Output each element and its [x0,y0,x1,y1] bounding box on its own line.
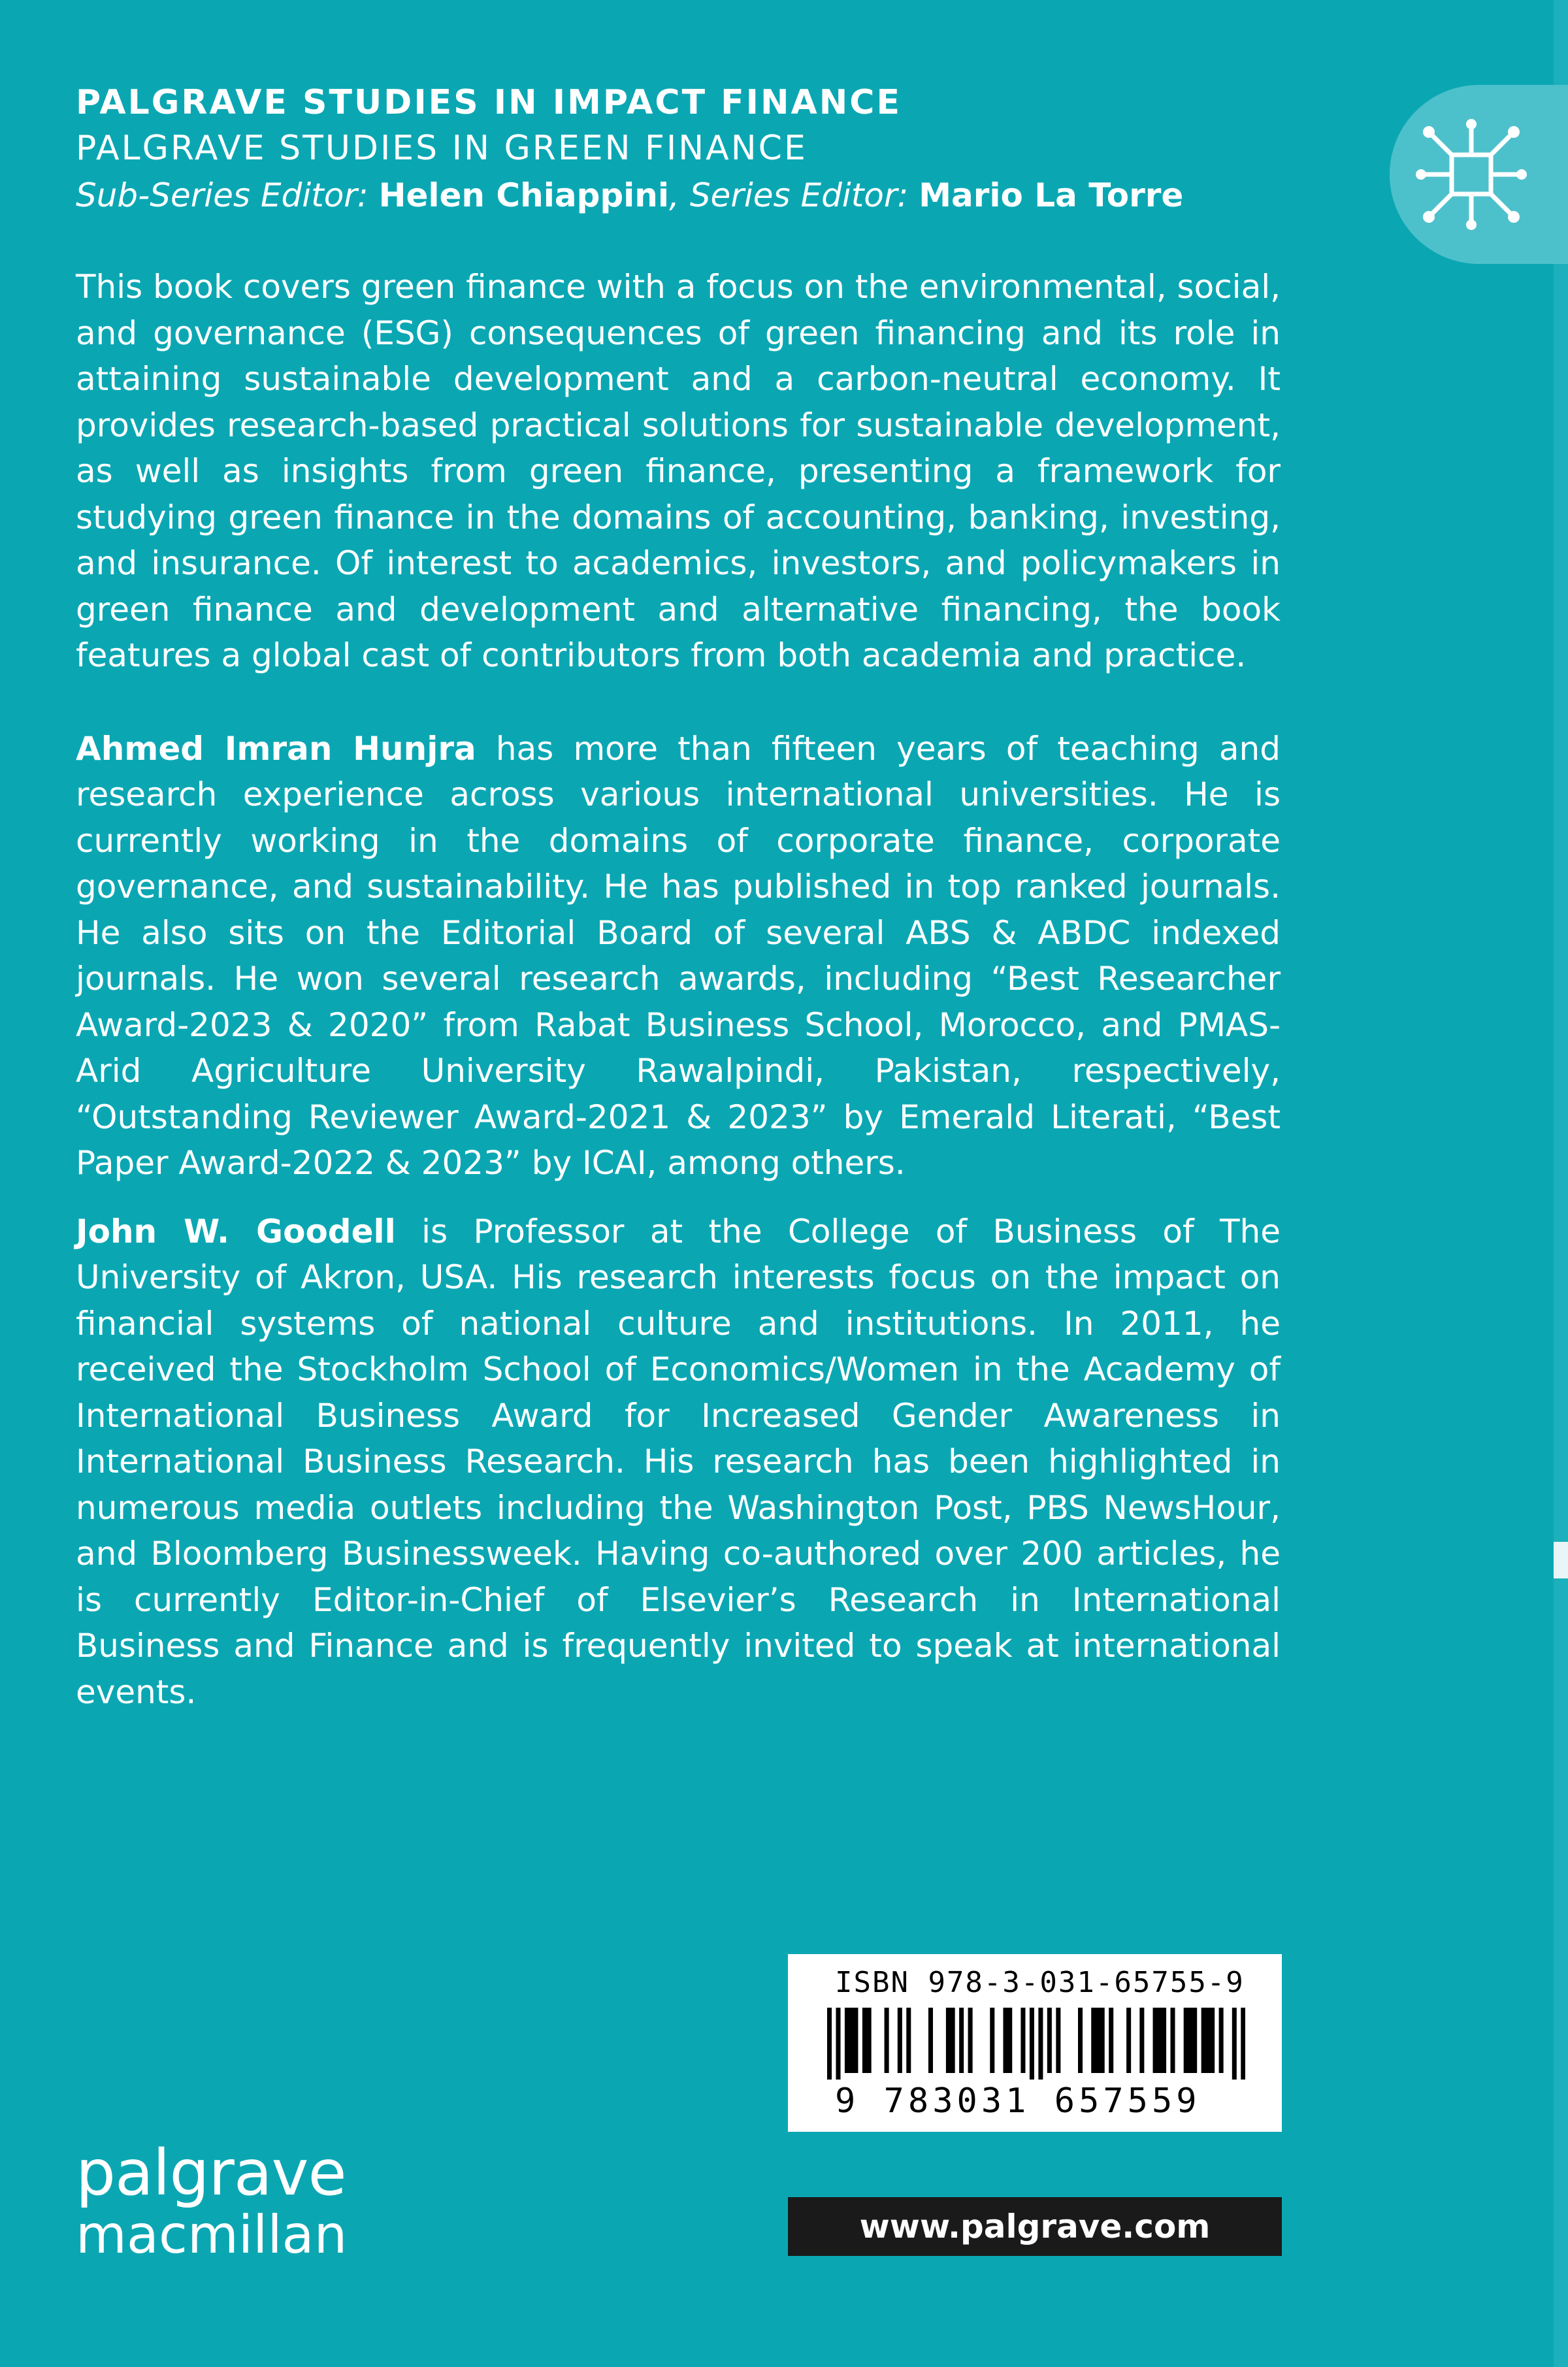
barcode-bar [1232,2008,1237,2080]
barcode-bar [1047,2008,1052,2073]
publisher-logo [76,2136,348,2265]
barcode-bar [1184,2008,1188,2073]
series-editor-name: Mario La Torre [919,176,1184,214]
barcode-bar [1091,2008,1096,2073]
author-bio-2 [76,1209,1281,1716]
network-node-icon [1416,119,1527,230]
series-title: PALGRAVE STUDIES IN IMPACT FINANCE [76,83,902,122]
barcode-bar [849,2008,854,2073]
publisher-url: www.palgrave.com [788,2197,1282,2256]
book-description: This book covers green finance with a focus on the environmental, social, and governance (ESG) consequences of green financing and its role in attaining sustainable development and a carbon-neutral economy. It provides research-based practical solutions for sustainable development, as well as insights from green finance, presenting a framework for studying green finance in the domains of accounting, banking, investing, and insurance. Of interest to academics, investors, and policymakers in green finance and development and alternative financing, the book features a global cast of contributors from both academia and practice. [76,268,1281,674]
barcode-bar [1038,2008,1043,2080]
barcode-bar [867,2008,872,2073]
barcode-bar [928,2008,933,2073]
barcode-bar [1153,2008,1158,2073]
barcode-bar [951,2008,955,2073]
barcode-bar [1109,2008,1113,2073]
author-bio-text-2: is Professor at the College of Business of The University of Akron, USA. His research interests focus on the impact on financial systems of national culture and institutions. In 2011, he received the Stockholm School of Economics/Women in the Academy of International Business Award for Increased Gender Awareness in International Business Research. His research has been highlighted in numerous media outlets including the Washington Post, PBS NewsHour, and Bloomberg Businessweek. Having co-authored over 200 articles, he is currently Editor-in-Chief of Elsevier’s Research in International Business and Finance and is frequently invited to speak at international events. [76,1212,1281,1711]
barcode-bar [1170,2008,1175,2073]
barcode-bar [968,2008,973,2073]
barcode-bar [827,2008,832,2080]
barcode-bar [990,2008,994,2073]
author-bio-text-1: has more than fifteen years of teaching and research experience across various international universities. He is currently working in the domains of corporate finance, corporate governance, and sustainability. He has published in top ranked journals. He also sits on the Editorial Board of several ABS & ABDC indexed journals. He won several research awards, including “Best Researcher Award-2023 & 2020” from Rabat Business School, Morocco, and PMAS-Arid Agriculture University Rawalpindi, Pakistan, respectively, “Outstanding Reviewer Award-2021 & 2023” by Emerald Literati, “Best Paper Award-2022 & 2023” by ICAI, among others. [76,729,1281,1182]
author-bio-1 [76,726,1281,1186]
barcode-bar [1157,2008,1162,2073]
barcode-bar [946,2008,951,2073]
cover-text [76,264,1281,1715]
barcode-bar [898,2008,902,2073]
barcode [827,2008,1245,2080]
barcode-bar [1205,2008,1210,2073]
barcode-bar [853,2008,858,2073]
barcode-bar [845,2008,849,2073]
spine-edge [1554,0,1568,2367]
spine-marker [1554,1542,1568,1578]
publisher-logo-line1: palgrave [76,2136,346,2210]
sub-series-editor-name: Helen Chiappini [378,176,670,214]
barcode-bar [1219,2008,1224,2073]
barcode-bar [959,2008,964,2073]
barcode-bar [1139,2008,1144,2073]
barcode-bar [1192,2008,1197,2073]
barcode-bar [1241,2008,1245,2080]
barcode-bar [906,2008,911,2073]
series-subtitle: PALGRAVE STUDIES IN GREEN FINANCE [76,129,808,168]
barcode-bar [885,2008,889,2073]
barcode-bar [1007,2008,1012,2073]
sub-series-editor-label: Sub-Series Editor: [76,176,368,214]
series-editor-label: , Series Editor: [669,176,909,214]
barcode-bar [1100,2008,1105,2073]
barcode-bar [836,2008,840,2080]
author-name-2: John W. Goodell [76,1212,396,1250]
isbn-label: ISBN 978-3-031-65755-9 [835,1966,1245,1999]
barcode-bar [1021,2008,1025,2073]
barcode-bar [1126,2008,1131,2073]
series-logo-badge [1390,85,1568,264]
publisher-logo-line2: macmillan [76,2204,348,2265]
barcode-bar [1162,2008,1166,2073]
barcode-bar [1188,2008,1192,2073]
barcode-bar [1056,2008,1060,2073]
author-name-1: Ahmed Imran Hunjra [76,729,476,768]
barcode-bar [1210,2008,1215,2073]
barcode-bar [1096,2008,1100,2073]
isbn-barcode-box [788,1954,1282,2132]
barcode-bar [1003,2008,1007,2073]
isbn-digits: 9 783031 657559 [835,2081,1253,2121]
barcode-bar [1030,2008,1034,2080]
series-editors [76,171,1284,220]
barcode-bar [1201,2008,1206,2073]
series-header [76,80,1284,220]
barcode-bar [862,2008,867,2073]
barcode-bar [1078,2008,1083,2073]
